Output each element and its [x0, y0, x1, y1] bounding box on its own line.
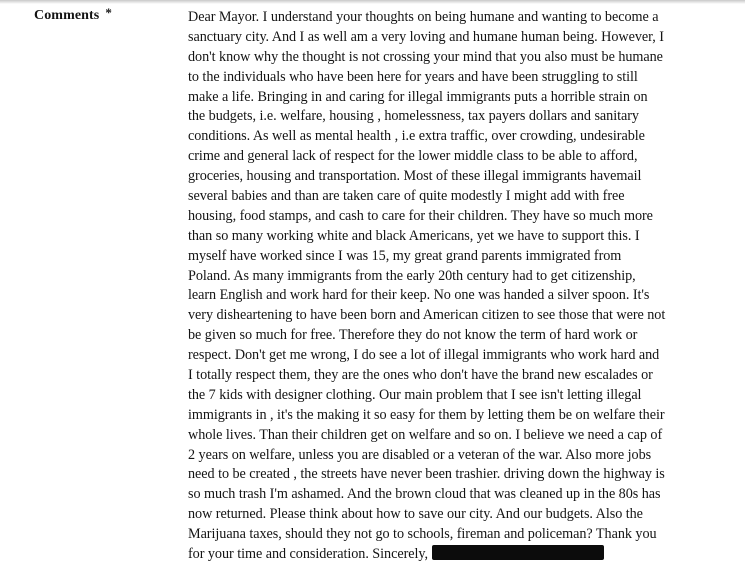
comment-line: learn English and work hard for their keep. No one was handed a silver spoon. It's	[188, 287, 650, 304]
required-asterisk: *	[105, 5, 112, 20]
comment-line: groceries, housing and transportation. Most of these illegal immigrants havemail	[188, 168, 642, 185]
comment-line: whole lives. Than their children get on welfare and so on. I believe we need a cap of	[188, 426, 663, 443]
comment-line: Poland. As many immigrants from the early 20th century had to get citizenship,	[188, 267, 636, 284]
comment-line: very disheartening to have been born and American citizen to see those that were not	[188, 307, 666, 324]
comment-line: make a life. Bringing in and caring for illegal immigrants puts a horrible strain on	[188, 88, 648, 105]
comment-closing-line	[188, 545, 744, 565]
comment-line: I totally respect them, they are the ones who don't have the brand new escalades or	[188, 367, 653, 384]
comment-line: myself have worked since I was 15, my great grand parents immigrated from	[188, 247, 622, 264]
closing-text: for your time and consideration. Sincerely,	[188, 546, 429, 563]
comment-line: than so many working white and black Americans, yet we have to support this. I	[188, 227, 640, 244]
comment-line: conditions. As well as mental health , i.e extra traffic, over crowding, undesirable	[188, 128, 645, 145]
comment-line: so much trash I'm ashamed. And the brown cloud that was cleaned up in the 80s has	[188, 486, 661, 503]
comment-line: housing, food stamps, and cash to care for their children. They have so much more	[188, 207, 653, 224]
comment-line: need to be created , the streets have never been trashier. driving down the highway is	[188, 466, 665, 483]
comment-line: several babies and than are taken care of quite modestly I might add with free	[188, 188, 625, 205]
comments-field-label: Comments	[34, 8, 100, 23]
comment-line: be given so much for free. Therefore they do not know the term of hard work or	[188, 327, 638, 344]
comment-line: to the individuals who have been here for years and have been struggling to still	[188, 68, 638, 85]
comment-line: Marijuana taxes, should they not go to schools, fireman and policeman? Thank you	[188, 526, 657, 543]
comment-line: immigrants in , it's the making it so easy for them by letting them be on welfare their	[188, 406, 665, 423]
comments-label-cell	[34, 6, 174, 24]
comment-line: don't know why the thought is not crossing your mind that you also must be humane	[188, 48, 663, 65]
comment-line: 2 years on welfare, unless you are disabled or a veteran of the war. Also more jobs	[188, 446, 652, 463]
comment-line: respect. Don't get me wrong, I do see a lot of illegal immigrants who work hard and	[188, 347, 660, 364]
comment-line: the budgets, i.e. welfare, housing , homelessness, tax payers dollars and sanitary	[188, 108, 639, 125]
signature-redaction	[432, 545, 604, 560]
comments-text-block	[188, 8, 744, 565]
comment-line: crime and general lack of respect for the lower middle class to be able to afford,	[188, 148, 638, 165]
comment-line: Dear Mayor. I understand your thoughts on being humane and wanting to become a	[188, 9, 659, 25]
comment-line: now returned. Please think about how to save our city. And our budgets. Also the	[188, 506, 643, 523]
comment-line: sanctuary city. And I as well am a very loving and humane human being. However, I	[188, 28, 664, 45]
comment-line: the 7 kids with designer clothing. Our main problem that I see isn't letting illegal	[188, 386, 642, 403]
